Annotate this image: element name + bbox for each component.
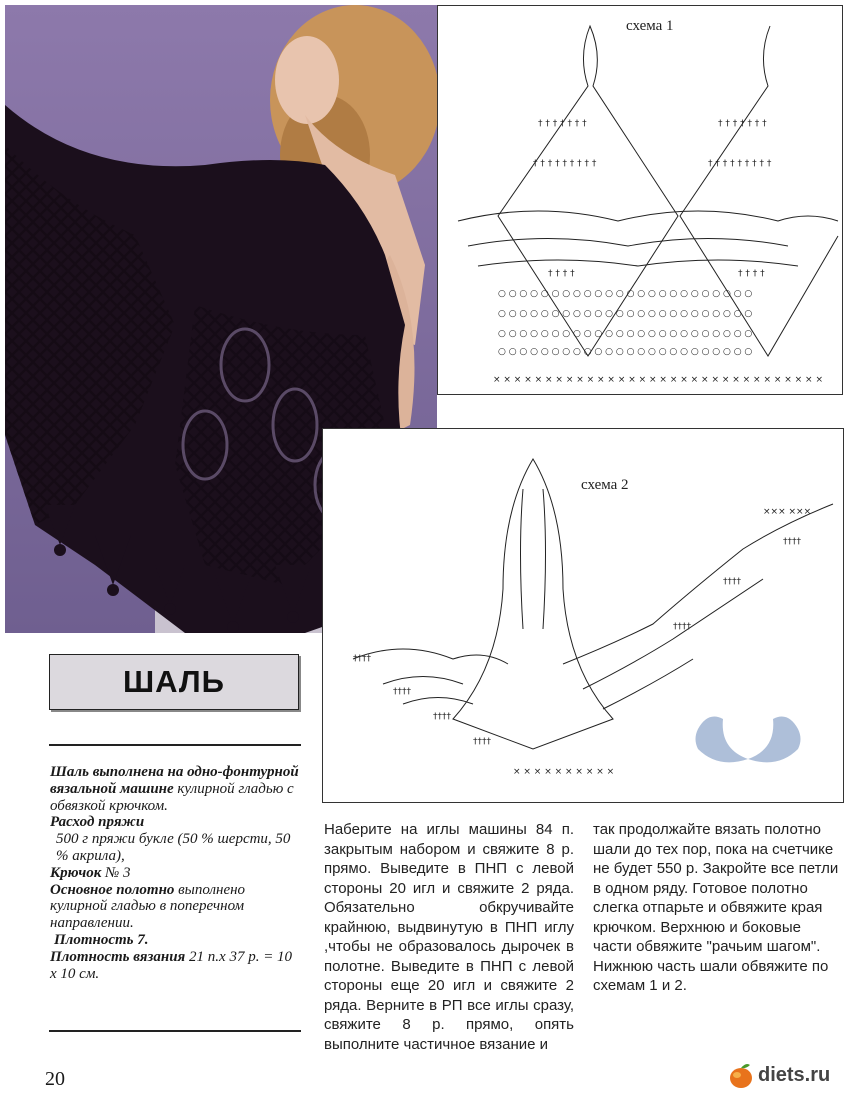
svg-text:††††: ††††	[393, 687, 411, 697]
divider-top	[49, 744, 301, 746]
specs-yarn-text: 500 г пряжи букле (50 % шерсти, 50 % акрила),	[56, 831, 291, 864]
instructions-column-1: Наберите на иглы машины 84 п. закрытым набором и свяжите 8 р. прямо. Выведите в ПНП с левой стороны 20 игл и свяжите 2 ряда. Обязательно обкручивайте крайнюю, выдвинутую в ПНП иглу ,чтобы не образовалось дырочек в полотне. Выведите в ПНП с левой стороны еще 20 игл и свяжите 2 ряда. Верните в РП все иглы сразу, свяжите 8 р. прямо, опять выполните частичное вязание и	[324, 821, 574, 1053]
title-plate	[49, 654, 299, 710]
svg-text:○ ○ ○ ○ ○ ○ ○ ○ ○ ○ ○ ○ ○ ○ ○: ○ ○ ○ ○ ○ ○ ○ ○ ○ ○ ○ ○ ○ ○ ○ ○ ○ ○ ○ ○ ○ ○ ○ ○	[498, 329, 753, 339]
specs-hook	[50, 865, 302, 882]
svg-text:† † † † † † † † †: † † † † † † † † †	[533, 159, 597, 169]
svg-text:††††: ††††	[723, 577, 741, 587]
page-number: 20	[45, 1068, 65, 1090]
svg-text:††††: ††††	[473, 737, 491, 747]
svg-text:× × × × × × × × × × × × × × ×: × × × × × × × × × × × × × × × × × × × × × × × × × × × × × × × ×	[493, 375, 823, 385]
svg-text:† † † † † † † † †: † † † † † † † † †	[708, 159, 772, 169]
site-watermark	[728, 1058, 848, 1092]
chart-1-title: схема 1	[626, 18, 674, 34]
svg-text:††††: ††††	[783, 537, 801, 547]
specs-fabric	[50, 882, 302, 932]
fabric-text: выполнено кулирной гладью в поперечном направлении.	[50, 881, 246, 932]
svg-text:††††: ††††	[353, 654, 371, 664]
specs-intro	[50, 764, 302, 814]
instructions-column-2: так продолжайте вязать полотно шали до тех пор, пока на счетчике не будет 550 р. Закройте все петли в одном ряду. Готовое полотно слегка отпарьте и обвяжите края крючком. Верхнюю и боковые части обвяжите "рачьим шагом". Нижнюю часть шали обвяжите по схемам 1 и 2.	[593, 821, 839, 994]
specs-intro-rest: кулирной гладью с обвязкой крючком.	[50, 780, 294, 814]
svg-text:† † † † † † †: † † † † † † †	[538, 119, 587, 129]
hook-label: Крючок	[50, 864, 102, 881]
svg-text:××× ×××: ××× ×××	[763, 507, 812, 517]
yarn-label: Расход пряжи	[50, 814, 145, 831]
pattern-specs	[50, 764, 302, 982]
gauge-text: 21 п.х 37 р. = 10 х 10 см.	[50, 948, 293, 982]
svg-text:○ ○ ○ ○ ○ ○ ○ ○ ○ ○ ○ ○ ○ ○ ○: ○ ○ ○ ○ ○ ○ ○ ○ ○ ○ ○ ○ ○ ○ ○ ○ ○ ○ ○ ○ ○ ○ ○ ○	[498, 347, 753, 357]
swan-logo	[696, 717, 801, 763]
svg-text:† † † †: † † † †	[548, 269, 575, 279]
apple-icon	[728, 1061, 754, 1089]
specs-gauge	[50, 949, 302, 983]
crochet-chart-1	[437, 5, 843, 395]
crochet-chart-2	[322, 428, 844, 803]
specs-intro-bold: Шаль выполнена на одно-фонтурной вязальной машине	[50, 764, 299, 797]
page-title: ШАЛЬ	[123, 664, 225, 699]
density-label: Плотность 7.	[54, 931, 149, 948]
svg-text:× × × × × × × × × ×: × × × × × × × × × ×	[513, 767, 615, 777]
hook-text: № 3	[101, 864, 131, 881]
svg-text:† † † †: † † † †	[738, 269, 765, 279]
fabric-label: Основное полотно	[50, 881, 175, 898]
svg-text:††††: ††††	[673, 622, 691, 632]
crochet-chart-1-diagram	[438, 6, 842, 394]
chart-2-title: схема 2	[581, 477, 629, 493]
svg-text:○ ○ ○ ○ ○ ○ ○ ○ ○ ○ ○ ○ ○ ○ ○: ○ ○ ○ ○ ○ ○ ○ ○ ○ ○ ○ ○ ○ ○ ○ ○ ○ ○ ○ ○ ○ ○ ○ ○	[498, 289, 753, 299]
svg-text:† † † † † † †: † † † † † † †	[718, 119, 767, 129]
svg-text:○ ○ ○ ○ ○ ○ ○ ○ ○ ○ ○ ○ ○ ○ ○: ○ ○ ○ ○ ○ ○ ○ ○ ○ ○ ○ ○ ○ ○ ○ ○ ○ ○ ○ ○ ○ ○ ○ ○	[498, 309, 753, 319]
watermark-text: diets.ru	[758, 1063, 831, 1086]
divider-bottom	[49, 1030, 301, 1032]
gauge-label: Плотность вязания	[50, 948, 186, 965]
specs-yarn-label	[50, 814, 302, 831]
specs-density	[50, 932, 302, 949]
svg-text:††††: ††††	[433, 712, 451, 722]
